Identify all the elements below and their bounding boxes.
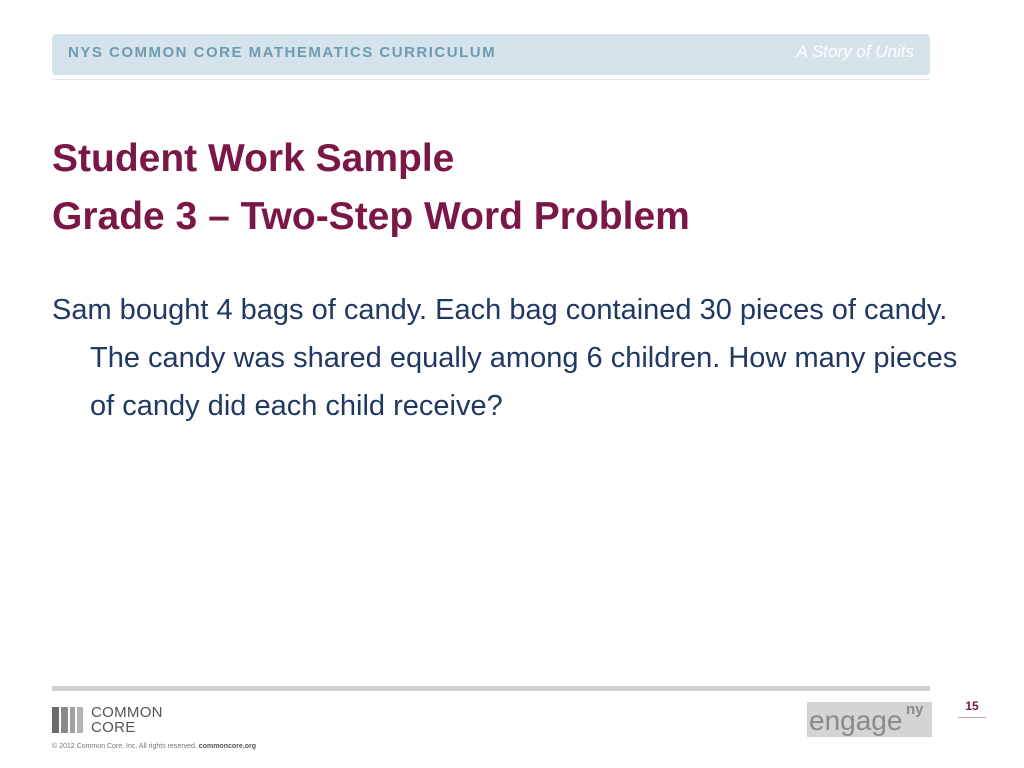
common-core-wordmark	[91, 705, 163, 735]
page-number: 15	[965, 699, 979, 713]
copyright-notice	[52, 743, 256, 750]
engage-wordmark: engage	[809, 705, 903, 736]
footer-divider	[52, 686, 930, 691]
title-line-2: Grade 3 – Two-Step Word Problem	[52, 195, 690, 238]
slide-title	[52, 130, 952, 246]
engageny-logo	[807, 702, 932, 737]
copyright-text: © 2012 Common Core, Inc. All rights reserved.	[52, 743, 197, 750]
logo-line-2: CORE	[91, 719, 136, 736]
page-number-underline	[958, 717, 986, 718]
title-line-1: Student Work Sample	[52, 137, 455, 180]
header-bar	[52, 34, 930, 75]
copyright-site-link[interactable]: commoncore.org	[198, 743, 256, 750]
logo-line-1: COMMON	[91, 704, 163, 721]
header-divider	[52, 79, 930, 80]
common-core-logo	[52, 705, 192, 737]
word-problem-text: Sam bought 4 bags of candy. Each bag contained 30 pieces of candy. The candy was shared equally among 6 children. How many pieces of candy did each child receive?	[52, 294, 958, 422]
curriculum-name: NYS COMMON CORE MATHEMATICS CURRICULUM	[68, 44, 497, 61]
common-core-bars-icon	[52, 707, 84, 733]
series-name: A Story of Units	[796, 42, 914, 61]
ny-superscript: ny	[906, 701, 924, 718]
